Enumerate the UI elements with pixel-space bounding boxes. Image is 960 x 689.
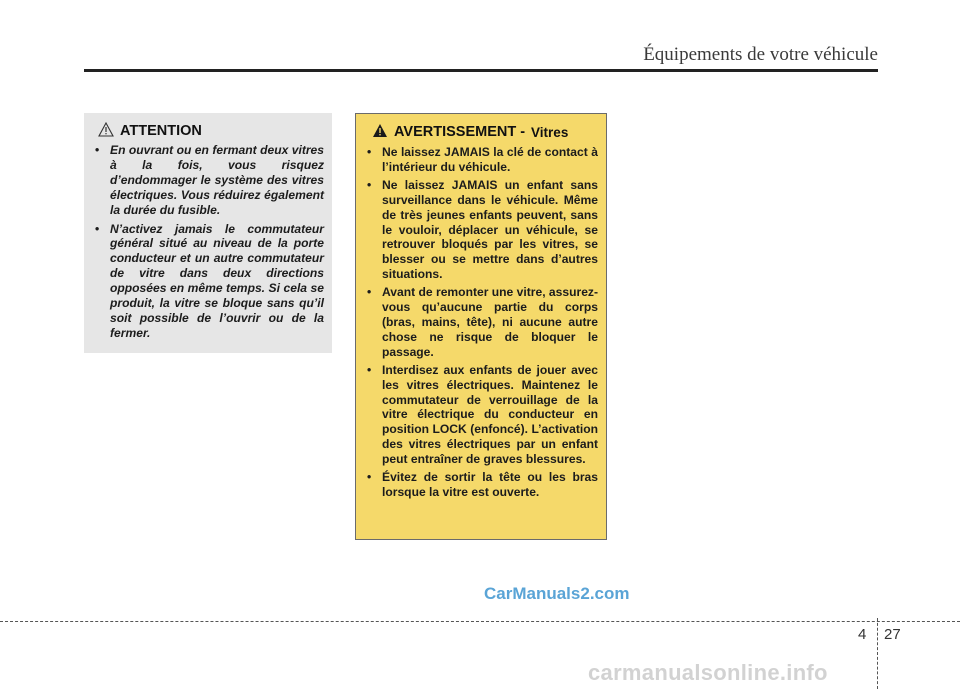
footer-vertical-divider: [877, 618, 878, 689]
attention-title-text: ATTENTION: [120, 123, 202, 139]
warning-item: • Évitez de sortir la tête ou les bras lorsque la vitre est ouverte.: [364, 470, 598, 500]
warning-box: [355, 113, 607, 540]
warning-item: • Avant de remonter une vitre, assurez-vous qu’aucune partie du corps (bras, mains, tête), ni aucune autre chose ne risque de bloquer le passage.: [364, 285, 598, 360]
attention-list: [92, 143, 324, 341]
warning-filled-icon: [372, 123, 388, 142]
warning-list: [364, 145, 598, 500]
warning-outline-icon: [98, 122, 114, 141]
attention-title: [98, 121, 324, 141]
footer-divider: [0, 621, 960, 622]
section-number: 4: [858, 626, 867, 643]
warning-title-suffix: Vitres: [531, 124, 569, 140]
warning-item: • Ne laissez JAMAIS la clé de contact à l’intérieur du véhicule.: [364, 145, 598, 175]
page-header-title: Équipements de votre véhicule: [643, 44, 878, 65]
attention-box: [84, 113, 332, 353]
watermark-footer: carmanualsonline.info: [588, 660, 828, 685]
page-number: 27: [884, 626, 901, 643]
header-rule: [84, 69, 878, 72]
warning-item: • Interdisez aux enfants de jouer avec les vitres électriques. Maintenez le commutateur de verrouillage de la vitre électrique du conducteur en position LOCK (enfoncé). L’activation des vitres électriques par un enfant peut entraîner de graves blessures.: [364, 363, 598, 467]
warning-title: [372, 122, 598, 142]
warning-item: • Ne laissez JAMAIS un enfant sans surveillance dans le véhicule. Même de très jeunes enfants peuvent, sans le vouloir, déplacer un véhicule, se retrouver bloqués par les vitres, se blesser ou se mettre dans d’autres situations.: [364, 178, 598, 282]
watermark-link[interactable]: CarManuals2.com: [484, 584, 630, 603]
attention-item: • N’activez jamais le commutateur général situé au niveau de la porte conducteur et un autre commutateur de vitre dans deux directions opposées en même temps. Si cela se produit, la vitre se bloque sans qu’il soit possible de l’ouvrir ou de la fermer.: [92, 222, 324, 341]
attention-item: • En ouvrant ou en fermant deux vitres à la fois, vous risquez d’endommager le système des vitres électriques. Vous réduirez également la durée du fusible.: [92, 143, 324, 218]
warning-title-text: AVERTISSEMENT -: [394, 124, 526, 140]
